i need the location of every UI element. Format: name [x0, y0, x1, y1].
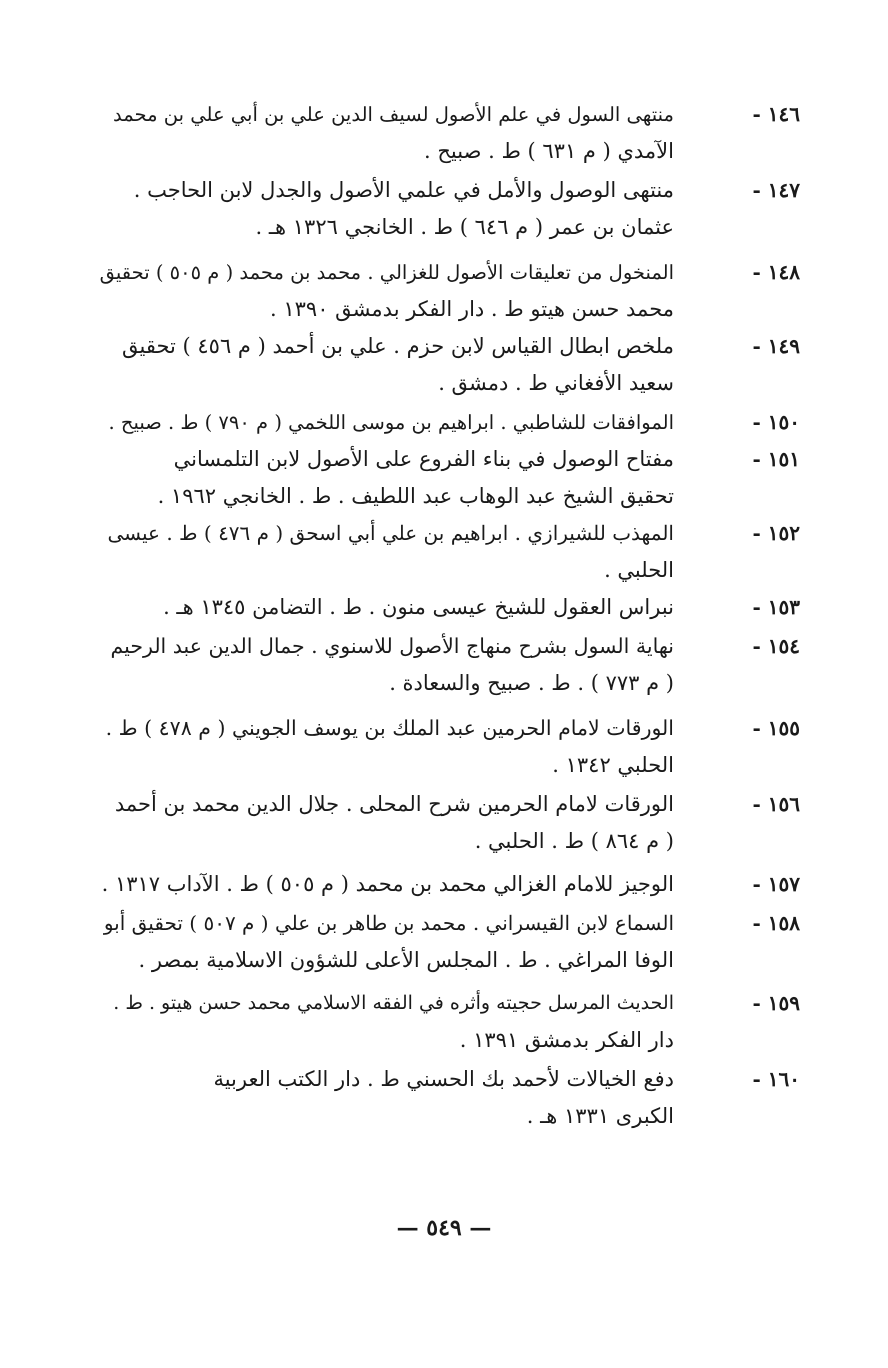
entry-number: ١٥٠ -	[752, 410, 800, 434]
entry-text-line: الحلبي .	[604, 558, 674, 582]
bibliography-entry	[100, 515, 800, 589]
entry-number: ١٤٦ -	[752, 102, 800, 126]
entry-number: ١٥٢ -	[752, 521, 800, 545]
entry-text	[100, 710, 674, 784]
entry-text-line: دفع الخيالات لأحمد بك الحسني ط . دار الكتب العربية	[213, 1067, 674, 1091]
entry-number: ١٤٨ -	[752, 260, 800, 284]
entry-number: ١٤٩ -	[752, 334, 800, 358]
entry-text	[100, 96, 674, 170]
entry-text-line: الورقات لامام الحرمين عبد الملك بن يوسف الجويني ( م ٤٧٨ ) ط .	[105, 716, 674, 740]
entry-text-line: الآمدي ( م ٦٣١ ) ط . صبيح .	[424, 139, 674, 163]
entry-text-line: الموافقات للشاطبي . ابراهيم بن موسى اللخمي ( م ٧٩٠ ) ط . صبيح .	[108, 411, 674, 434]
entry-number: ١٥١ -	[752, 447, 800, 471]
entry-text-line: دار الفكر بدمشق ١٣٩١ .	[459, 1028, 674, 1052]
bibliography-list	[100, 96, 800, 1135]
entry-number: ١٥٥ -	[752, 716, 800, 740]
bibliography-entry	[100, 328, 800, 402]
bibliography-entry	[100, 589, 800, 626]
entry-text-line: ( م ٨٦٤ ) ط . الحلبي .	[474, 829, 674, 853]
entry-number: ١٥٦ -	[752, 792, 800, 816]
entry-text-line: ملخص ابطال القياس لابن حزم . علي بن أحمد ( م ٤٥٦ ) تحقيق	[121, 334, 674, 358]
entry-text-line: الوفا المراغي . ط . المجلس الأعلى للشؤون الاسلامية بمصر .	[138, 948, 674, 972]
bibliography-entry	[100, 254, 800, 328]
entry-text-line: الورقات لامام الحرمين شرح المحلى . جلال الدين محمد بن أحمد	[114, 792, 674, 816]
page-number: — ٥٤٩ —	[396, 1215, 492, 1241]
entry-text	[100, 985, 674, 1059]
entry-text	[100, 404, 674, 441]
entry-text-line: ( م ٧٧٣ ) . ط . صبيح والسعادة .	[389, 671, 674, 695]
bibliography-entry	[100, 985, 800, 1059]
entry-number: ١٥٨ -	[752, 911, 800, 935]
entry-text-line: منتهى السول في علم الأصول لسيف الدين علي بن أبي علي بن محمد	[113, 103, 674, 126]
entry-number: ١٥٣ -	[752, 595, 800, 619]
bibliography-entry	[100, 786, 800, 860]
bibliography-entry	[100, 96, 800, 170]
entry-text-line: سعيد الأفغاني ط . دمشق .	[438, 371, 674, 395]
entry-text-line: نبراس العقول للشيخ عيسى منون . ط . التضامن ١٣٤٥ هـ .	[163, 595, 674, 619]
bibliography-entry	[100, 1061, 800, 1135]
entry-text	[100, 786, 674, 860]
bibliography-entry	[100, 710, 800, 784]
entry-text	[100, 866, 674, 903]
entry-number: ١٥٧ -	[752, 872, 800, 896]
entry-number: ١٥٩ -	[752, 991, 800, 1015]
entry-text-line: الحديث المرسل حجيته وأثره في الفقه الاسلامي محمد حسن هيتو . ط .	[113, 992, 674, 1014]
entry-text-line: نهاية السول بشرح منهاج الأصول للاسنوي . جمال الدين عبد الرحيم	[110, 634, 674, 658]
bibliography-entry	[100, 866, 800, 903]
entry-text	[100, 628, 674, 702]
entry-text	[100, 254, 674, 328]
entry-text-line: عثمان بن عمر ( م ٦٤٦ ) ط . الخانجي ١٣٢٦ هـ .	[255, 215, 674, 239]
entry-text-line: الوجيز للامام الغزالي محمد بن محمد ( م ٥٠٥ ) ط . الآداب ١٣١٧ .	[101, 872, 674, 896]
entry-text-line: تحقيق الشيخ عبد الوهاب عبد اللطيف . ط . الخانجي ١٩٦٢ .	[157, 484, 674, 508]
entry-text	[100, 1061, 674, 1135]
entry-text	[100, 905, 674, 979]
entry-text-line: مفتاح الوصول في بناء الفروع على الأصول لابن التلمساني	[173, 447, 674, 471]
bibliography-entry	[100, 628, 800, 702]
entry-text-line: الحلبي ١٣٤٢ .	[552, 753, 674, 777]
entry-text-line: منتهى الوصول والأمل في علمي الأصول والجدل لابن الحاجب .	[133, 178, 674, 202]
entry-text	[100, 328, 674, 402]
entry-text-line: السماع لابن القيسراني . محمد بن طاهر بن علي ( م ٥٠٧ ) تحقيق أبو	[103, 911, 674, 935]
entry-text-line: المهذب للشيرازي . ابراهيم بن علي أبي اسحق ( م ٤٧٦ ) ط . عيسى	[107, 521, 674, 545]
entry-text	[100, 441, 674, 515]
bibliography-entry	[100, 441, 800, 515]
entry-number: ١٤٧ -	[752, 178, 800, 202]
entry-text-line: محمد حسن هيتو ط . دار الفكر بدمشق ١٣٩٠ .	[270, 297, 674, 321]
entry-text-line: الكبرى ١٣٣١ هـ .	[526, 1104, 674, 1128]
entry-text	[100, 172, 674, 246]
entry-number: ١٦٠ -	[752, 1067, 800, 1091]
entry-text	[100, 515, 674, 589]
entry-number: ١٥٤ -	[752, 634, 800, 658]
entry-text	[100, 589, 674, 626]
bibliography-entry	[100, 404, 800, 441]
entry-text-line: المنخول من تعليقات الأصول للغزالي . محمد بن محمد ( م ٥٠٥ ) تحقيق	[99, 261, 674, 284]
bibliography-entry	[100, 905, 800, 979]
bibliography-entry	[100, 172, 800, 246]
